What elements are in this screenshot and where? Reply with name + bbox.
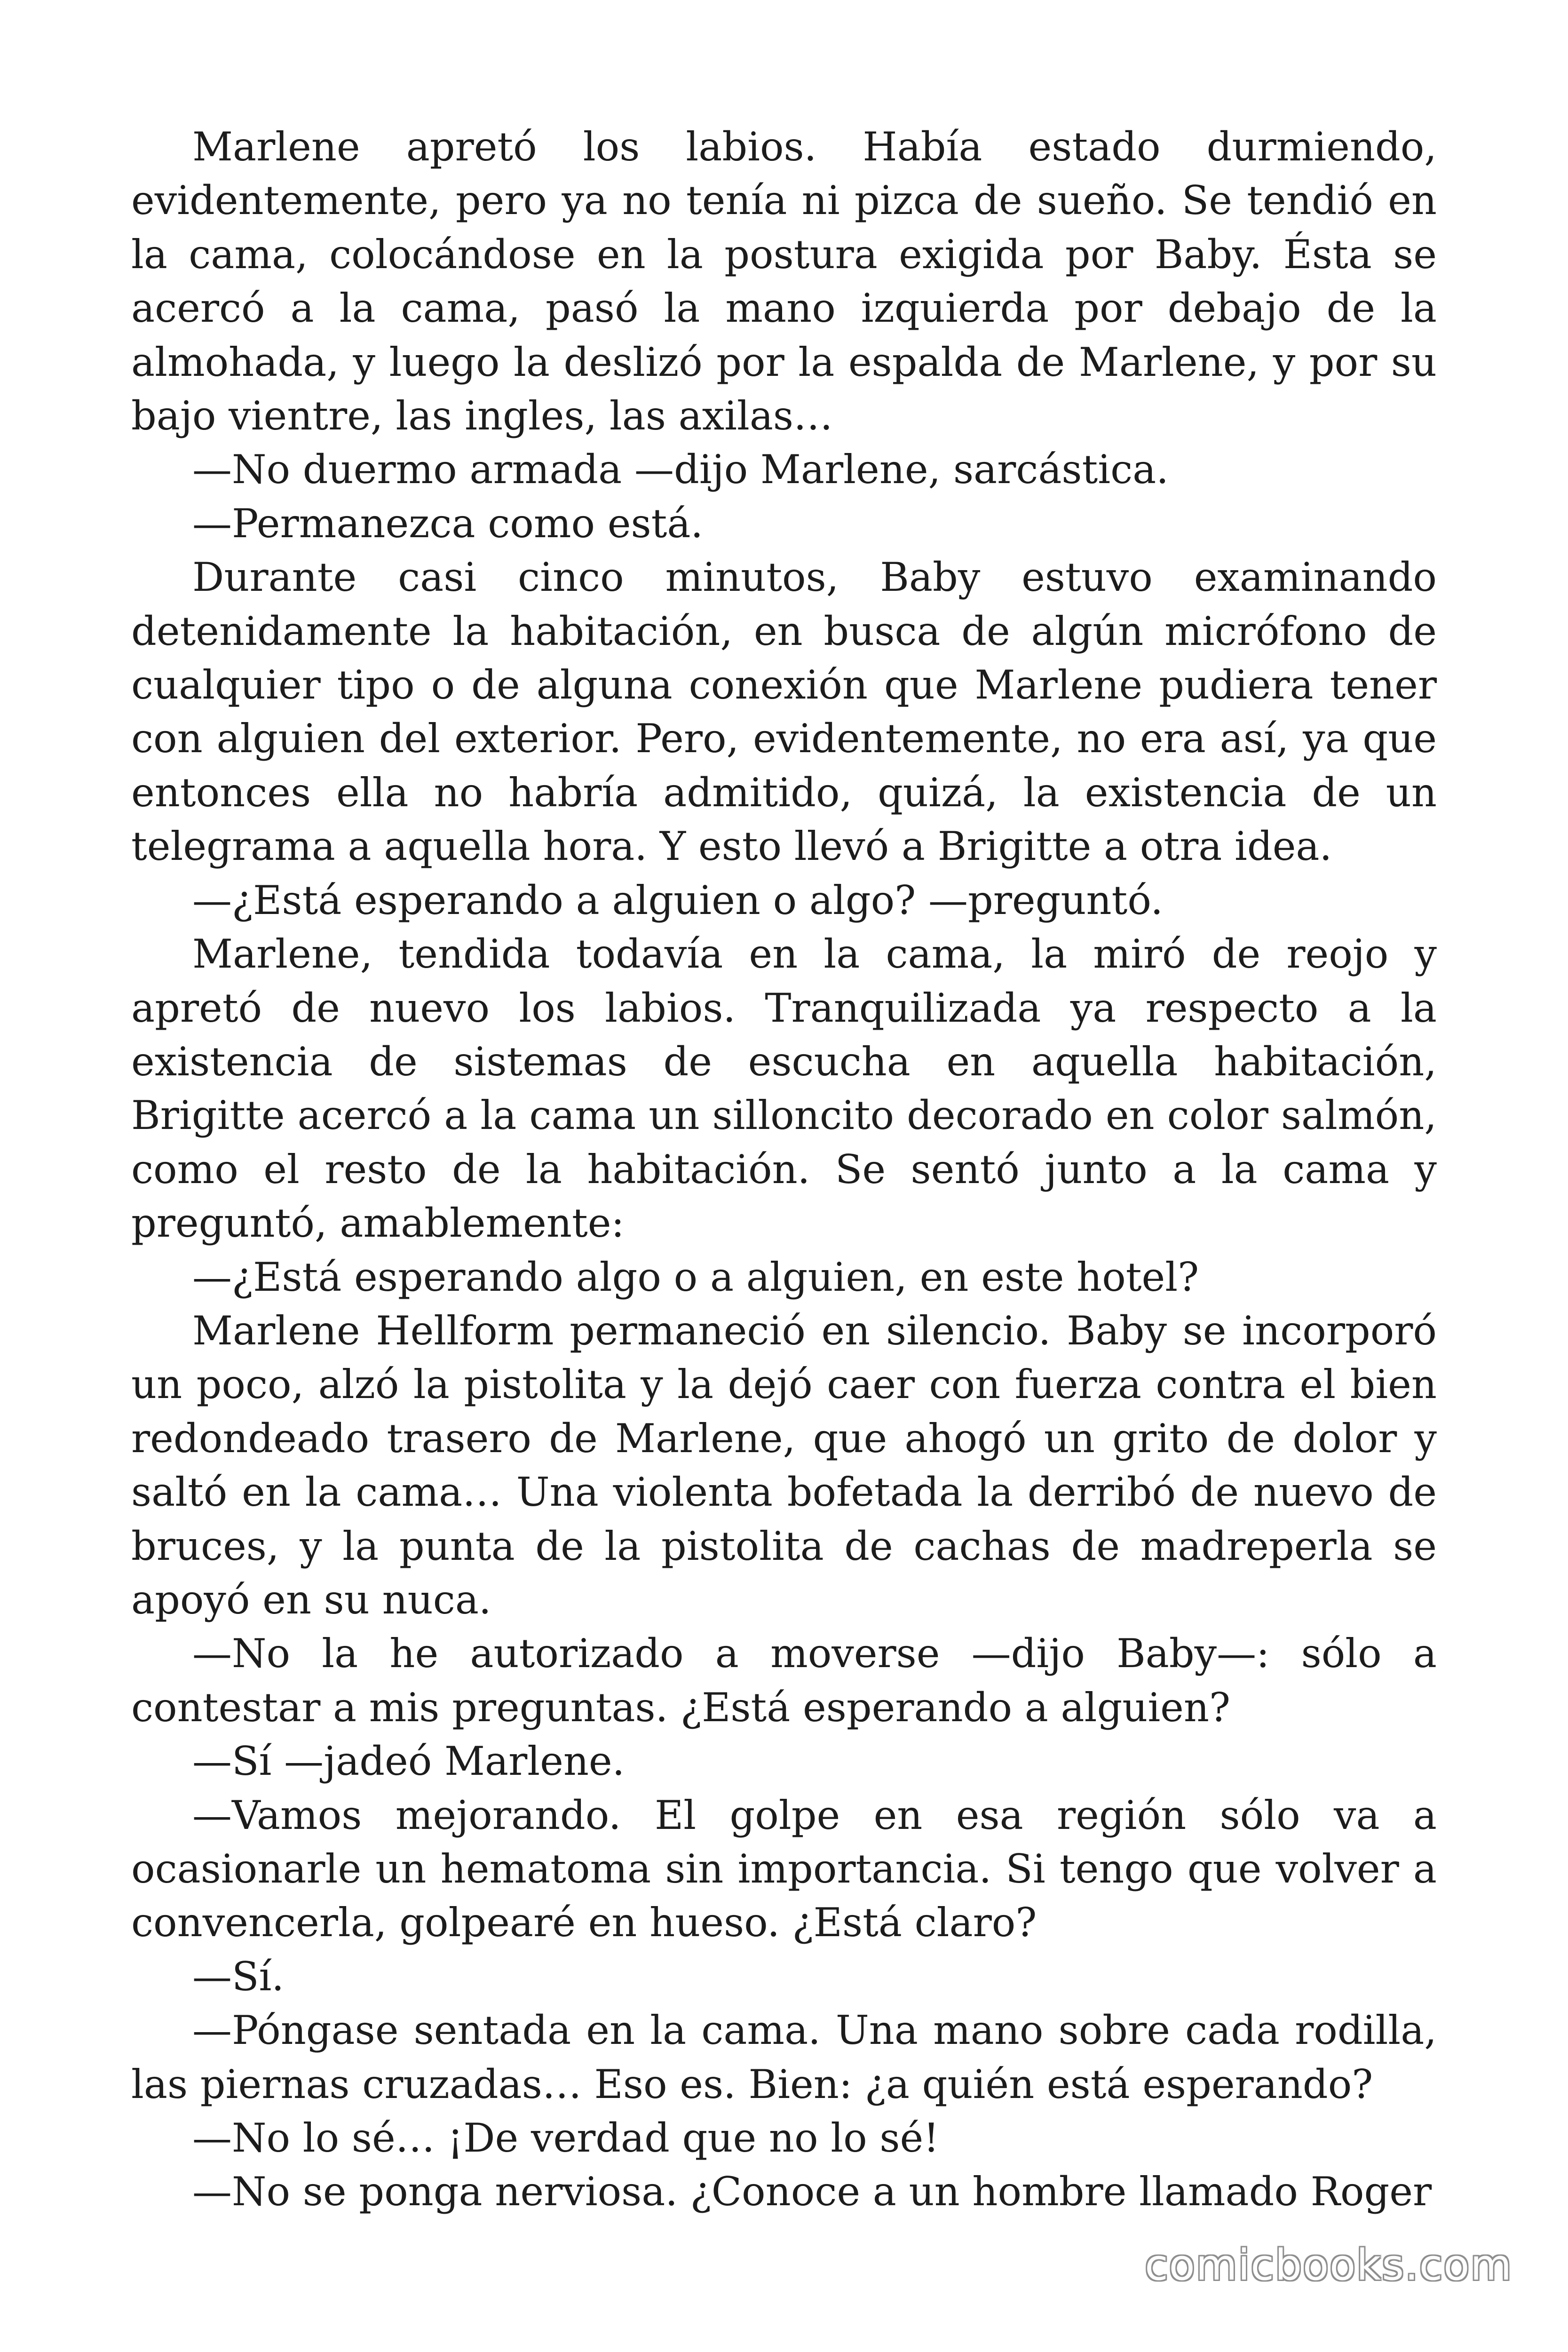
paragraph: Marlene Hellform permaneció en silencio. Baby se incorporó un poco, alzó la pistolita y la dejó caer con fuerza contra el bien redondeado trasero de Marlene, que ahogó un grito de dolor y saltó en la cama… Una violenta bofetada la derribó de nuevo de bruces, y la punta de la pistolita de cachas de madreperla se apoyó en su nuca. [131, 1307, 1437, 1623]
paragraph: —Sí. [192, 1953, 285, 2000]
paragraph: —¿Está esperando algo o a alguien, en este hotel? [192, 1254, 1199, 1300]
paragraph: —No se ponga nerviosa. ¿Conoce a un hombre llamado Roger [192, 2169, 1432, 2215]
paragraph: Marlene apretó los labios. Había estado durmiendo, evidentemente, pero ya no tenía ni pizca de sueño. Se tendió en la cama, colocándose en la postura exigida por Baby. Ésta se acercó a la cama, pasó la mano izquierda por debajo de la almohada, y luego la deslizó por la espalda de Marlene, y por su bajo vientre, las ingles, las axilas… [131, 124, 1437, 439]
paragraph: —No lo sé… ¡De verdad que no lo sé! [192, 2115, 939, 2161]
paragraph: —Permanezca como está. [192, 500, 704, 547]
paragraph: Durante casi cinco minutos, Baby estuvo examinando detenidamente la habitación, en busca de algún micrófono de cualquier tipo o de alguna conexión que Marlene pudiera tener con alguien del exterior. Pero, evidentemente, no era así, ya que entonces ella no habría admitido, quizá, la existencia de un telegrama a aquella hora. Y esto llevó a Brigitte a otra idea. [131, 554, 1437, 870]
paragraph: —Vamos mejorando. El golpe en esa región sólo va a ocasionarle un hematoma sin importancia. Si tengo que volver a convencerla, golpearé en hueso. ¿Está claro? [131, 1792, 1437, 1946]
paragraph: —No duermo armada —dijo Marlene, sarcástica. [192, 446, 1169, 493]
paragraph: —No la he autorizado a moverse —dijo Baby—: sólo a contestar a mis preguntas. ¿Está esperando a alguien? [131, 1630, 1437, 1731]
paragraph: —Póngase sentada en la cama. Una mano sobre cada rodilla, las piernas cruzadas… Eso es. Bien: ¿a quién está esperando? [131, 2007, 1437, 2107]
watermark: comicbooks.com [1145, 2241, 1513, 2290]
paragraph: —¿Está esperando a alguien o algo? —preguntó. [192, 877, 1164, 923]
paragraph: —Sí —jadeó Marlene. [192, 1738, 625, 1785]
paragraph: Marlene, tendida todavía en la cama, la miró de reojo y apretó de nuevo los labios. Tranquilizada ya respecto a la existencia de sistemas de escucha en aquella habitación, Brigitte acercó a la cama un silloncito decorado en color salmón, como el resto de la habitación. Se sentó junto a la cama y preguntó, amablemente: [131, 931, 1437, 1247]
book-page-text [131, 120, 1437, 2219]
